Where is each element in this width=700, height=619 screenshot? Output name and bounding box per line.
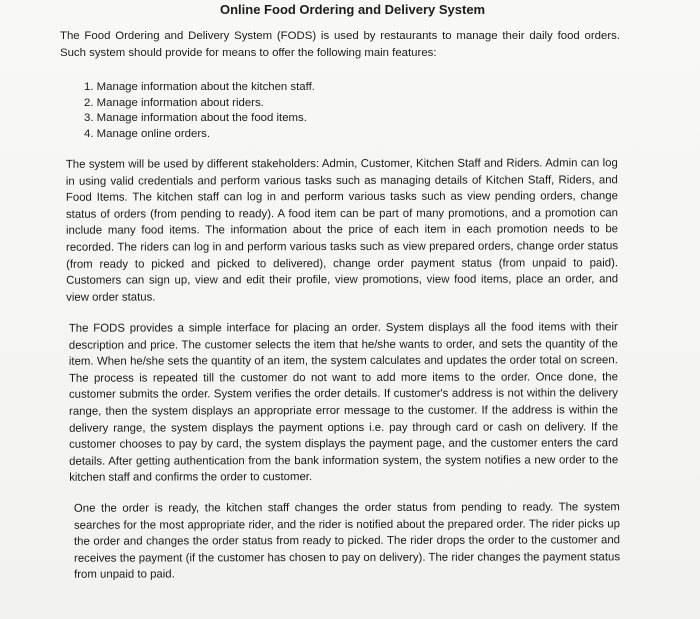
list-item: 2. Manage information about riders. [84, 96, 264, 109]
interface-paragraph: The FODS provides a simple interface for placing an order. System displays all the food items with their description and price. The customer selects the item that he/she wants to order, and sets the quantity of the item. When he/she sets the quantity of an item, the system calculates and updates the order total on screen. The process is repeated till the customer do not want to add more items to the order. Once done, the customer submits the order. System verifies the order details. If customer's address is not within the delivery range, then the system displays an appropriate error message to the customer. If the address is within the delivery range, the system displays the payment options i.e. pay through card or cash on delivery. If the customer chooses to pay by card, the system displays the payment page, and the customer enters the card details. After getting authentication from the bank information system, the system notifies a new order to the kitchen staff and confirms the order to customer. [68, 321, 619, 485]
stakeholders-paragraph: The system will be used by different stakeholders: Admin, Customer, Kitchen Staff and Riders. Admin can log in using valid credentials and perform various tasks such as managing details of Kitchen Staff, Riders, and Food Items. The kitchen staff can log in and perform various tasks such as view pending orders, change status of orders (from pending to ready). A food item can be part of many promotions, and a promotion can include many food items. The information about the price of each item in each promotion needs to be recorded. The riders can log in and perform various tasks such as view prepared orders, change order status (from ready to picked and picked to delivered), change order payment status (from unpaid to paid). Customers can sign up, view and edit their profile, view promotions, view food items, place an order, and view order status. [65, 157, 619, 304]
intro-paragraph: The Food Ordering and Delivery System (FODS) is used by restaurants to manage their daily food orders. Such system should provide for means to offer the following main features: [60, 30, 620, 59]
page-title: Online Food Ordering and Delivery System [220, 2, 486, 17]
list-item: 4. Manage online orders. [84, 127, 211, 140]
delivery-paragraph: One the order is ready, the kitchen staff changes the order status from pending to ready. The system searches for the most appropriate rider, and the rider is notified about the prepared order. The rider picks up the order and changes the order status from ready to picked. The rider drops the order to the customer and receives the payment (if the customer has chosen to pay on delivery). The rider changes the payment status from unpaid to paid. [73, 501, 621, 582]
feature-list [84, 80, 315, 142]
list-item: 1. Manage information about the kitchen staff. [84, 81, 315, 93]
list-item: 3. Manage information about the food items. [84, 112, 307, 125]
